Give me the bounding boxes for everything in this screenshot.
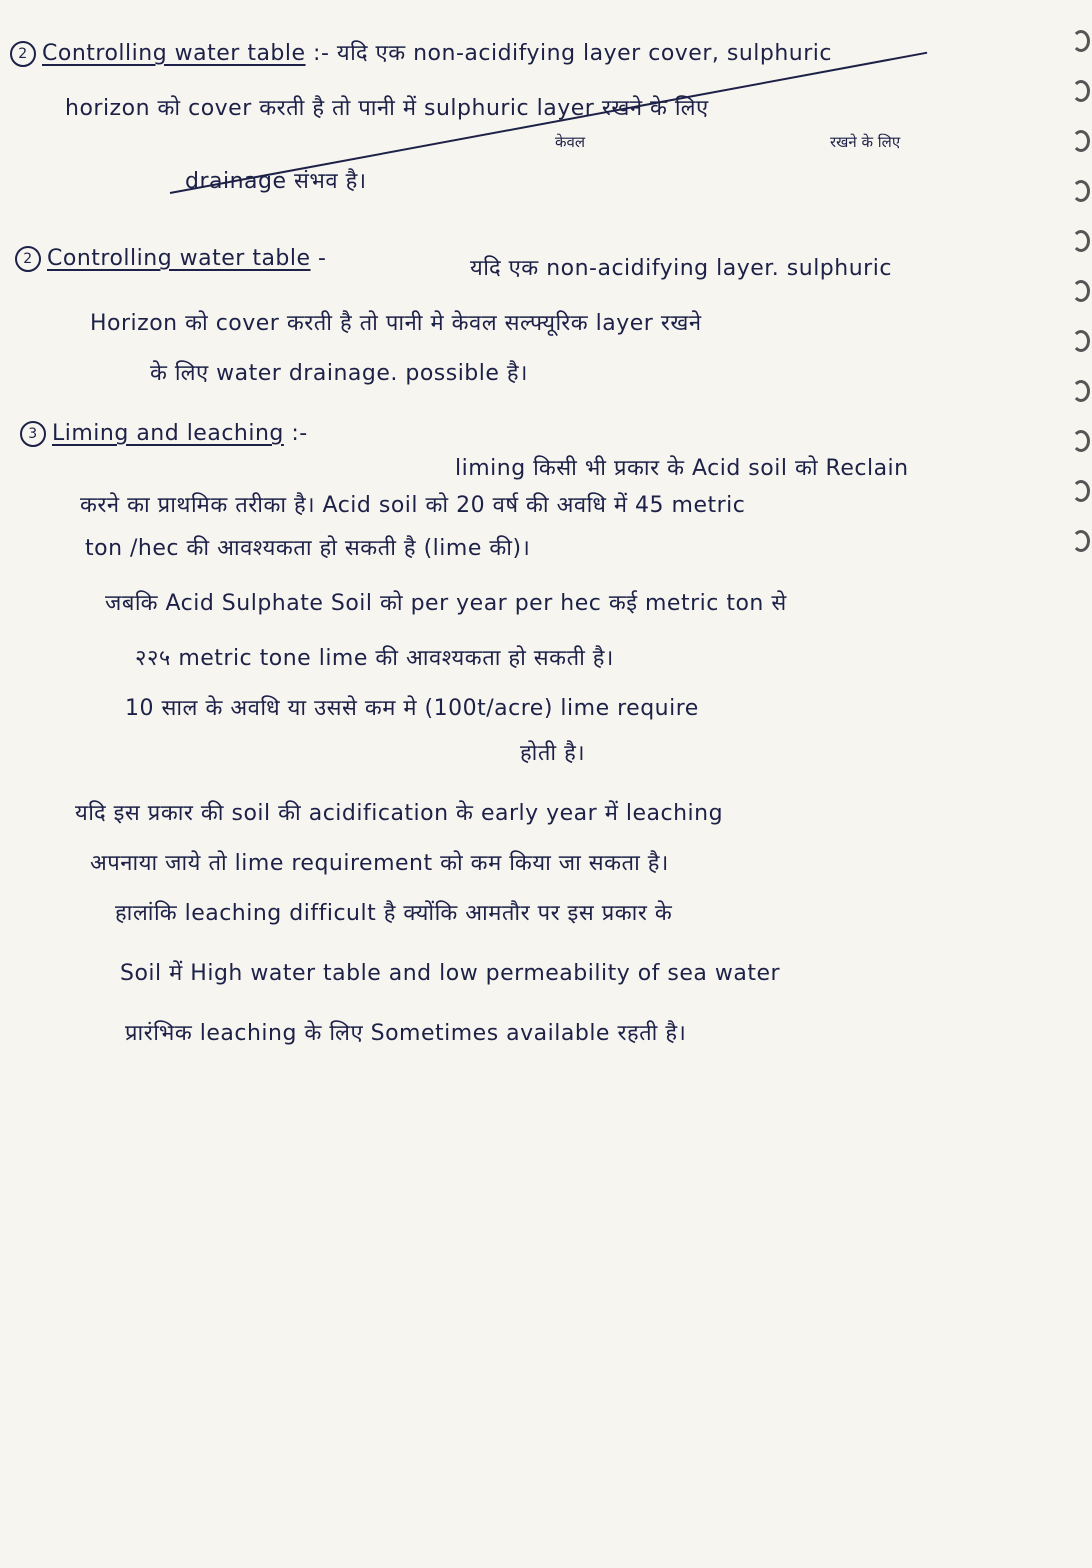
- title-separator: -: [318, 246, 327, 271]
- binding-ring: [1072, 530, 1090, 552]
- binding-ring: [1072, 130, 1090, 152]
- section-number: 3: [20, 421, 46, 447]
- liming-line-4: जबकि Acid Sulphate Soil को per year per hec कई metric ton से: [105, 591, 787, 616]
- struck-line-3: drainage संभव है।: [185, 169, 367, 194]
- struck-insert: केवल: [555, 133, 586, 151]
- title-separator: :-: [313, 41, 330, 66]
- binding-ring: [1072, 230, 1090, 252]
- struck-line-2: horizon को cover करती है तो पानी में sulphuric layer रखने के लिए: [65, 96, 709, 121]
- struck-heading: [10, 40, 832, 68]
- liming-line-1: liming किसी भी प्रकार के Acid soil को Reclain: [455, 456, 909, 481]
- binding-ring: [1072, 480, 1090, 502]
- section-heading: [15, 245, 327, 273]
- section-line-2: Horizon को cover करती है तो पानी मे केवल सल्फ्यूरिक layer रखने: [90, 311, 702, 336]
- binding-ring: [1072, 80, 1090, 102]
- section-line-3: के लिए water drainage. possible है।: [150, 361, 528, 386]
- binding-ring: [1072, 380, 1090, 402]
- section-title: Controlling water table: [47, 246, 311, 271]
- liming-line-5: २२५ metric tone lime की आवश्यकता हो सकती है।: [135, 646, 614, 671]
- binding-ring: [1072, 430, 1090, 452]
- para-line-1: यदि इस प्रकार की soil की acidification के early year में leaching: [75, 801, 724, 826]
- liming-line-6: 10 साल के अवधि या उससे कम मे (100t/acre) lime require: [125, 696, 699, 721]
- section-number: 2: [10, 41, 36, 67]
- para-line-2: अपनाया जाये तो lime requirement को कम किया जा सकता है।: [90, 851, 669, 876]
- liming-line-3: ton /hec की आवश्यकता हो सकती है (lime की)।: [85, 536, 531, 561]
- struck-line-1: यदि एक non-acidifying layer cover, sulphuric: [336, 41, 832, 66]
- section-title: Liming and leaching: [52, 421, 284, 446]
- spiral-binding: [1066, 20, 1092, 580]
- para-line-5: प्रारंभिक leaching के लिए Sometimes available रहती है।: [125, 1021, 687, 1046]
- struck-correction: रखने के लिए: [830, 133, 901, 151]
- liming-line-2: करने का प्राथमिक तरीका है। Acid soil को 20 वर्ष की अवधि में 45 metric: [80, 493, 746, 518]
- binding-ring: [1072, 180, 1090, 202]
- title-separator: :-: [291, 421, 308, 446]
- binding-ring: [1072, 330, 1090, 352]
- binding-ring: [1072, 30, 1090, 52]
- section-line-1: यदि एक non-acidifying layer. sulphuric: [470, 256, 892, 281]
- liming-line-7: होती है।: [520, 741, 586, 766]
- para-line-4: Soil में High water table and low permeability of sea water: [120, 961, 781, 986]
- section-title: Controlling water table: [42, 41, 306, 66]
- section-number: 2: [15, 246, 41, 272]
- para-line-3: हालांकि leaching difficult है क्योंकि आमतौर पर इस प्रकार के: [115, 901, 673, 926]
- section-heading: [20, 420, 308, 448]
- binding-ring: [1072, 280, 1090, 302]
